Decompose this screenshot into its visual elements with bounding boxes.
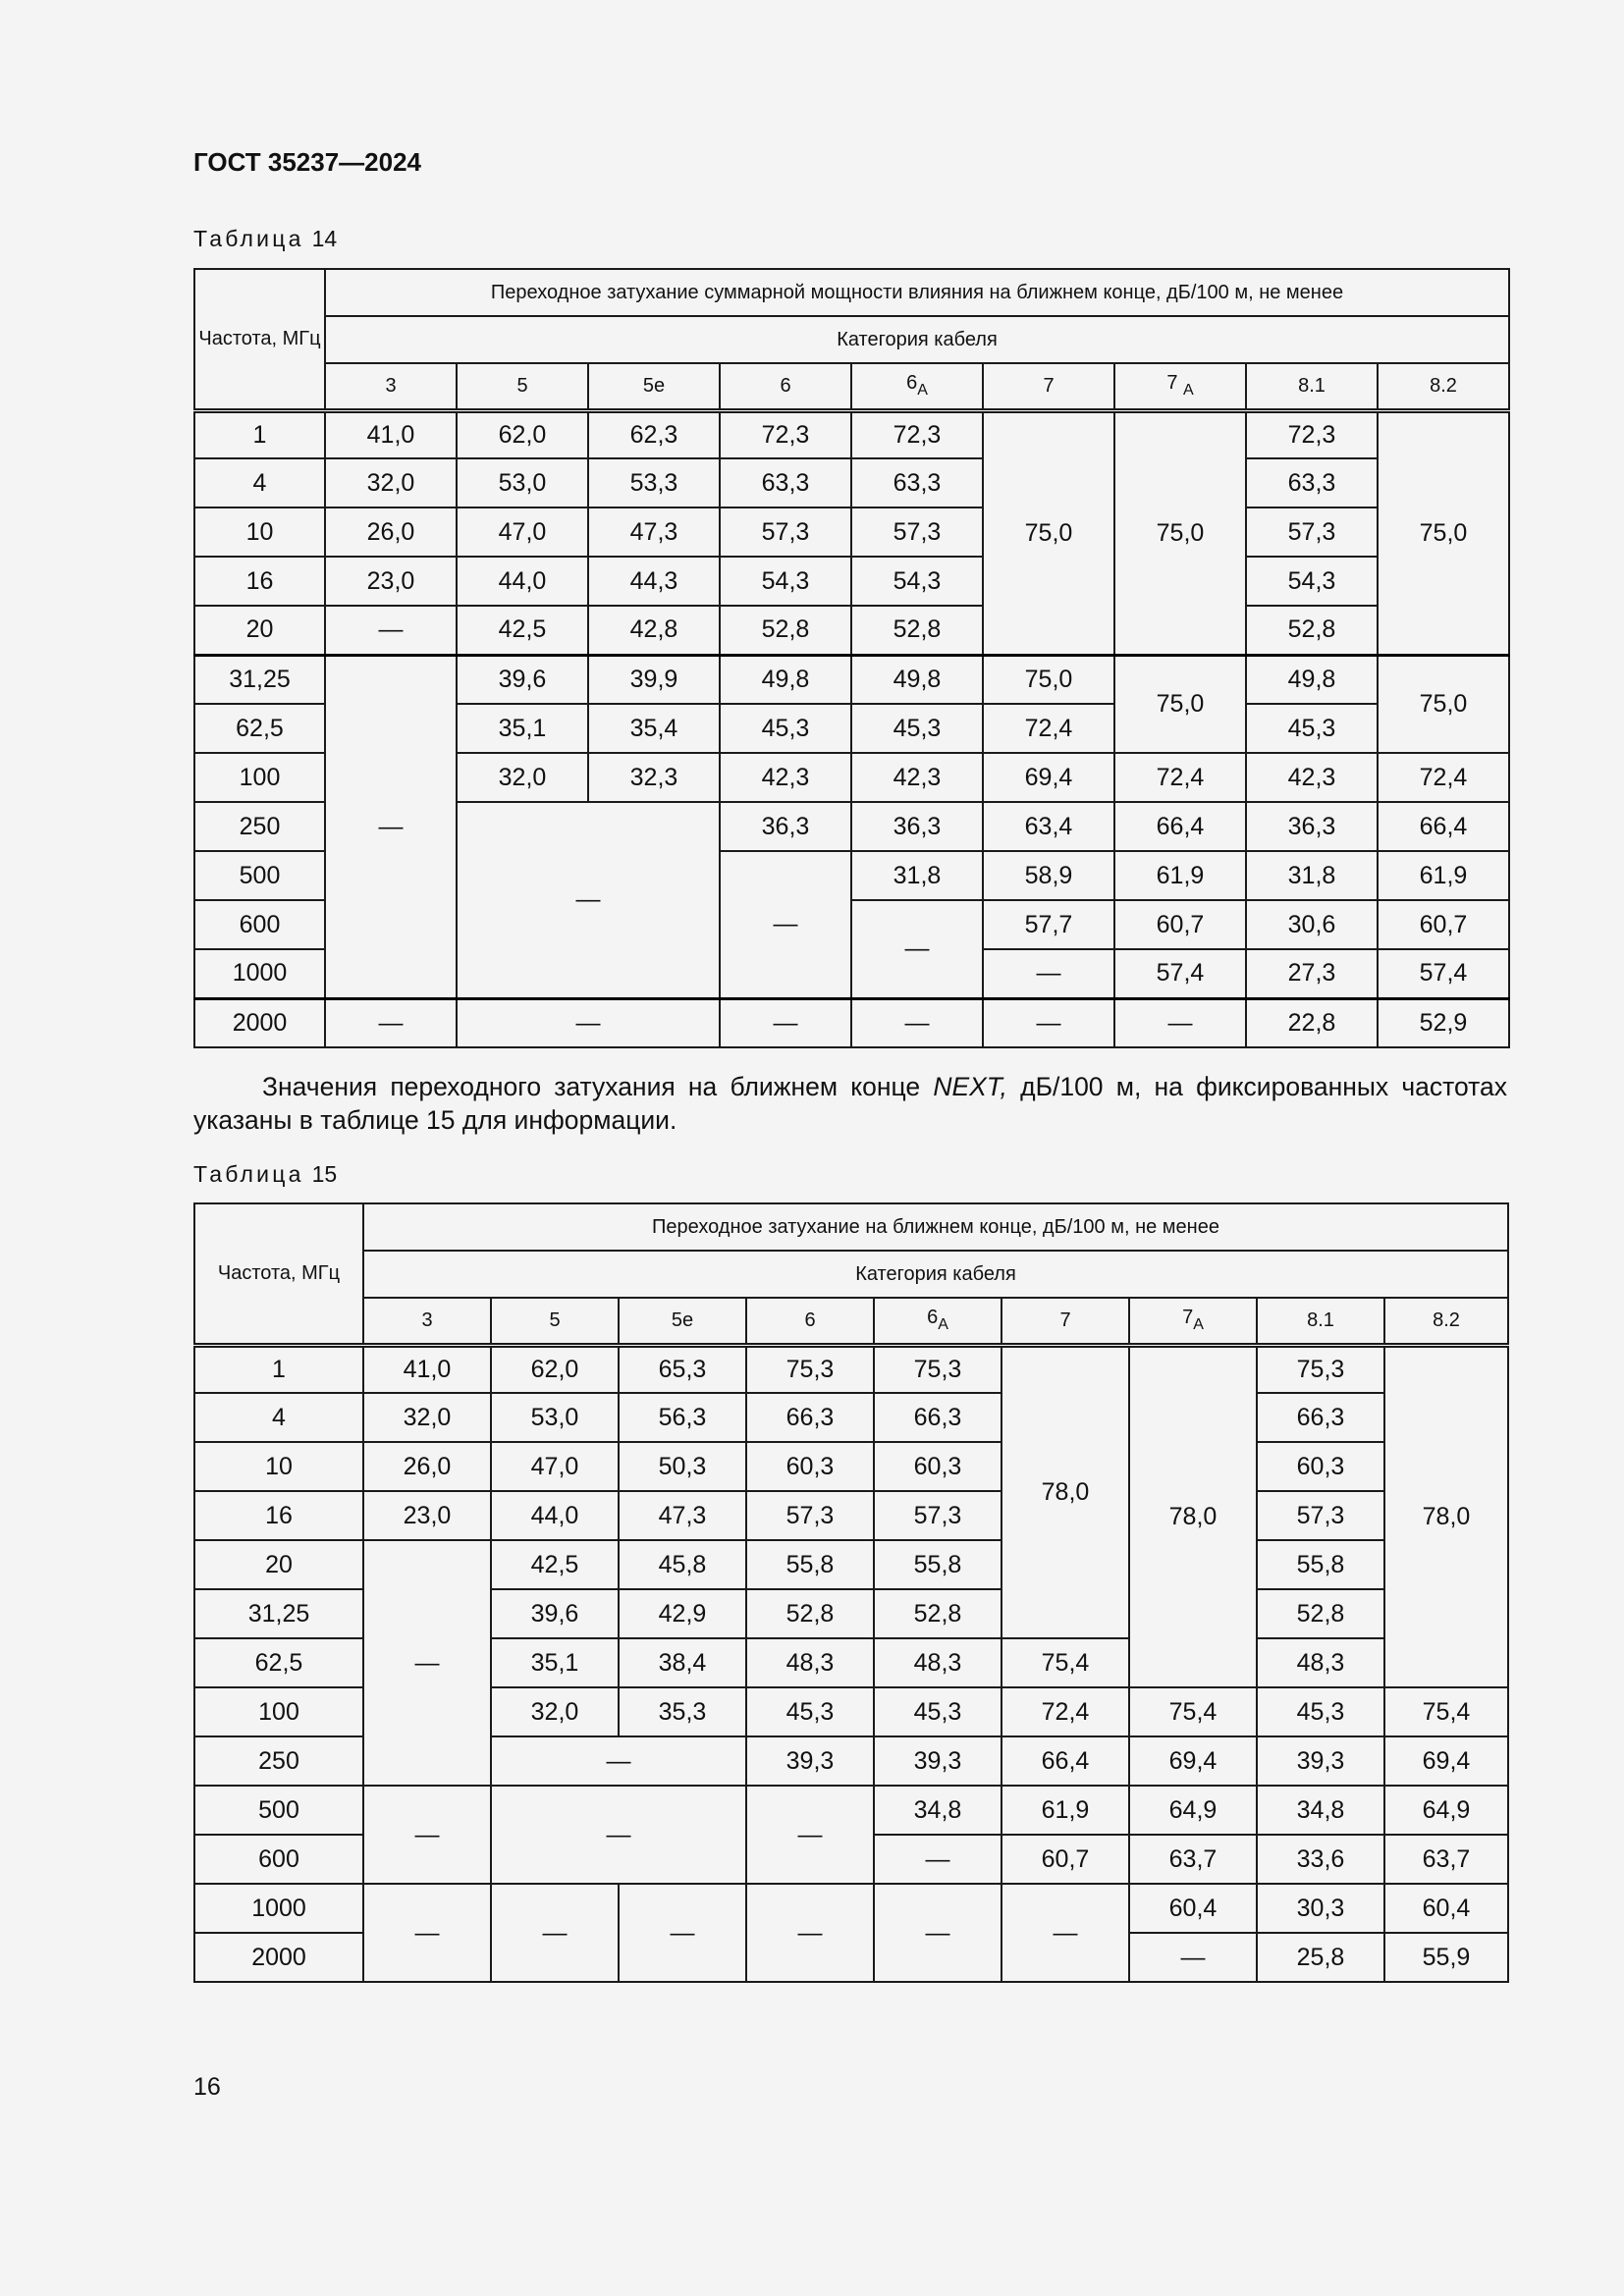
table14-freq-header: Частота, МГц (194, 269, 325, 410)
table-cell: 35,4 (588, 704, 720, 753)
table-cell: 50,3 (619, 1442, 746, 1491)
table-cell: 47,0 (457, 507, 588, 557)
table14-main-header: Переходное затухание суммарной мощности влияния на ближнем конце, дБ/100 м, не менее (325, 269, 1509, 316)
table-cell: 47,0 (491, 1442, 619, 1491)
table-cell: — (746, 1786, 874, 1884)
table14-cat-3: 3 (325, 363, 457, 410)
table-cell: 72,4 (983, 704, 1114, 753)
table-cell: — (1001, 1884, 1129, 1982)
table-cell: — (325, 655, 457, 998)
table-cell: 64,9 (1129, 1786, 1257, 1835)
table15-cat-7a (1129, 1298, 1257, 1345)
table-row (194, 1786, 1508, 1835)
table-cell: 58,9 (983, 851, 1114, 900)
table-cell: 57,3 (874, 1491, 1001, 1540)
table-cell: 42,3 (1246, 753, 1378, 802)
table-cell: 32,0 (363, 1393, 491, 1442)
table15-cat-6: 6 (746, 1298, 874, 1345)
table-cell: 66,4 (1001, 1736, 1129, 1786)
table-cell: 42,8 (588, 606, 720, 655)
table-cell: 48,3 (874, 1638, 1001, 1687)
table-row (194, 1393, 1508, 1442)
table-cell: 78,0 (1001, 1345, 1129, 1638)
table14-cat-7: 7 (983, 363, 1114, 410)
table-cell: 63,7 (1384, 1835, 1508, 1884)
table-cell: — (983, 949, 1114, 998)
table-cell: 57,3 (746, 1491, 874, 1540)
table-cell: — (746, 1884, 874, 1982)
table-cell: 35,1 (491, 1638, 619, 1687)
table15-cat-8-2: 8.2 (1384, 1298, 1508, 1345)
table-cell: 32,0 (457, 753, 588, 802)
table-cell: 44,3 (588, 557, 720, 606)
table-cell: — (874, 1835, 1001, 1884)
table-cell: — (720, 851, 851, 998)
table-cell: 75,0 (1114, 655, 1246, 753)
table-cell: 62,3 (588, 410, 720, 458)
table-cell: 52,9 (1378, 998, 1509, 1047)
table-cell: 75,0 (1378, 655, 1509, 753)
table-cell: 23,0 (325, 557, 457, 606)
table14-caption (193, 226, 337, 252)
table-cell: 42,5 (491, 1540, 619, 1589)
table-cell: 39,3 (746, 1736, 874, 1786)
table-cell: 42,5 (457, 606, 588, 655)
table-cell: — (851, 998, 983, 1047)
table-cell: 57,3 (1257, 1491, 1384, 1540)
table-cell: — (491, 1736, 746, 1786)
table-cell: 52,8 (1246, 606, 1378, 655)
table-cell: 66,4 (1378, 802, 1509, 851)
table-cell: 41,0 (325, 410, 457, 458)
table-cell: 52,8 (1257, 1589, 1384, 1638)
table-cell: 1000 (194, 1884, 363, 1933)
table-cell: 45,3 (1257, 1687, 1384, 1736)
table14-cat-5: 5 (457, 363, 588, 410)
table-cell: 45,3 (874, 1687, 1001, 1736)
table-cell: 78,0 (1384, 1345, 1508, 1687)
table-cell: 10 (194, 1442, 363, 1491)
table-cell: 30,6 (1246, 900, 1378, 949)
table-cell: 33,6 (1257, 1835, 1384, 1884)
table-cell: 56,3 (619, 1393, 746, 1442)
table-cell: 30,3 (1257, 1884, 1384, 1933)
table-cell: — (720, 998, 851, 1047)
table-cell: — (325, 606, 457, 655)
table15-cat-3: 3 (363, 1298, 491, 1345)
table-cell: 31,8 (1246, 851, 1378, 900)
table-cell: 60,3 (746, 1442, 874, 1491)
table-cell: 62,0 (457, 410, 588, 458)
table14-cat-5e: 5е (588, 363, 720, 410)
table-cell: 34,8 (874, 1786, 1001, 1835)
table15 (193, 1202, 1509, 1983)
table-cell: 63,3 (851, 458, 983, 507)
table-cell: 54,3 (1246, 557, 1378, 606)
table-cell: 57,4 (1114, 949, 1246, 998)
table-cell: 54,3 (851, 557, 983, 606)
table14-cat-7a-sub: A (1183, 382, 1194, 400)
table-cell: 64,9 (1384, 1786, 1508, 1835)
table-cell: 4 (194, 458, 325, 507)
table-cell: 47,3 (588, 507, 720, 557)
table-cell: — (874, 1884, 1001, 1982)
table15-caption-number: 15 (311, 1161, 338, 1187)
table-cell: — (325, 998, 457, 1047)
table-cell: 62,0 (491, 1345, 619, 1393)
table-cell: 75,3 (1257, 1345, 1384, 1393)
table-cell: 42,3 (851, 753, 983, 802)
table-cell: 53,0 (457, 458, 588, 507)
table-cell: 75,4 (1001, 1638, 1129, 1687)
table-cell: 49,8 (1246, 655, 1378, 704)
table-cell: 47,3 (619, 1491, 746, 1540)
table-cell: 57,3 (1246, 507, 1378, 557)
table-cell: 75,3 (746, 1345, 874, 1393)
table-cell: 36,3 (1246, 802, 1378, 851)
table-row (194, 1345, 1508, 1393)
table14-cat-6: 6 (720, 363, 851, 410)
table-cell: 75,0 (1114, 410, 1246, 655)
document-header: ГОСТ 35237—2024 (193, 147, 421, 177)
table-cell: 45,3 (1246, 704, 1378, 753)
table-cell: — (619, 1884, 746, 1982)
table14 (193, 268, 1510, 1048)
table-cell: 31,8 (851, 851, 983, 900)
table14-caption-word: Таблица (193, 226, 304, 251)
table-cell: 39,3 (874, 1736, 1001, 1786)
table15-cat-7a-base: 7 (1182, 1307, 1194, 1329)
table-cell: 39,3 (1257, 1736, 1384, 1786)
table-cell: 39,9 (588, 655, 720, 704)
table-cell: 62,5 (194, 704, 325, 753)
table-cell: 26,0 (325, 507, 457, 557)
table-row (194, 507, 1509, 557)
table-cell: — (363, 1884, 491, 1982)
table-cell: 62,5 (194, 1638, 363, 1687)
table-cell: 57,7 (983, 900, 1114, 949)
table-cell: 45,3 (851, 704, 983, 753)
table-cell: 52,8 (720, 606, 851, 655)
table-cell: 63,3 (1246, 458, 1378, 507)
table-cell: 42,3 (720, 753, 851, 802)
table-row (194, 410, 1509, 458)
table-cell: — (851, 900, 983, 998)
table-cell: 60,7 (1378, 900, 1509, 949)
table-cell: 26,0 (363, 1442, 491, 1491)
table-cell: 16 (194, 557, 325, 606)
table-cell: 55,8 (1257, 1540, 1384, 1589)
table-cell: 38,4 (619, 1638, 746, 1687)
table-cell: — (363, 1540, 491, 1786)
table-cell: 52,8 (746, 1589, 874, 1638)
table14-cat-7a (1114, 363, 1246, 410)
table-cell: 69,4 (1129, 1736, 1257, 1786)
table-cell: 75,0 (1378, 410, 1509, 655)
table-cell: 66,4 (1114, 802, 1246, 851)
table-cell: 52,8 (851, 606, 983, 655)
table-cell: 39,6 (491, 1589, 619, 1638)
table-cell: 49,8 (851, 655, 983, 704)
table14-cat-8-2: 8.2 (1378, 363, 1509, 410)
table-cell: 23,0 (363, 1491, 491, 1540)
table-cell: 72,3 (851, 410, 983, 458)
table-cell: — (491, 1884, 619, 1982)
table-cell: 78,0 (1129, 1345, 1257, 1687)
table15-cat-5e: 5е (619, 1298, 746, 1345)
table15-cat-7a-sub: A (1193, 1316, 1204, 1334)
table-cell: 10 (194, 507, 325, 557)
table15-cat-7: 7 (1001, 1298, 1129, 1345)
table-row (194, 458, 1509, 507)
table-cell: 250 (194, 802, 325, 851)
table-cell: 60,4 (1384, 1884, 1508, 1933)
table-cell: 100 (194, 753, 325, 802)
table-cell: 45,8 (619, 1540, 746, 1589)
table-cell: 72,4 (1001, 1687, 1129, 1736)
table-cell: 48,3 (746, 1638, 874, 1687)
table-cell: 53,0 (491, 1393, 619, 1442)
table-cell: 63,3 (720, 458, 851, 507)
table-cell: 75,4 (1129, 1687, 1257, 1736)
table-cell: 55,8 (874, 1540, 1001, 1589)
table-cell: 52,8 (874, 1589, 1001, 1638)
table-cell: 2000 (194, 1933, 363, 1982)
table-cell: 75,0 (983, 410, 1114, 655)
table-cell: 39,6 (457, 655, 588, 704)
info-paragraph (193, 1070, 1507, 1137)
table-cell: 55,9 (1384, 1933, 1508, 1982)
table-cell: 66,3 (874, 1393, 1001, 1442)
paragraph-text-end: дБ/100 м, на фиксированных частотах указаны в таблице 15 для информации. (193, 1072, 1507, 1135)
table-cell: 1 (194, 410, 325, 458)
table15-cat-6a (874, 1298, 1001, 1345)
table15-category-header: Категория кабеля (363, 1251, 1508, 1298)
table-cell: 54,3 (720, 557, 851, 606)
table-cell: 20 (194, 606, 325, 655)
table-cell: — (457, 802, 720, 998)
table-cell: 44,0 (457, 557, 588, 606)
table14-cat-6a-base: 6 (906, 372, 918, 395)
table15-cat-5: 5 (491, 1298, 619, 1345)
table-cell: 60,7 (1114, 900, 1246, 949)
table15-freq-header: Частота, МГц (194, 1203, 363, 1345)
table-cell: 32,0 (491, 1687, 619, 1736)
table-cell: 65,3 (619, 1345, 746, 1393)
table-cell: 27,3 (1246, 949, 1378, 998)
table-cell: 61,9 (1378, 851, 1509, 900)
table15-main-header: Переходное затухание на ближнем конце, дБ/100 м, не менее (363, 1203, 1508, 1251)
table-cell: 60,7 (1001, 1835, 1129, 1884)
table-row (194, 1540, 1508, 1589)
table-row (194, 1491, 1508, 1540)
table-cell: 72,4 (1378, 753, 1509, 802)
table-cell: 61,9 (1001, 1786, 1129, 1835)
table-row (194, 1442, 1508, 1491)
table-cell: 25,8 (1257, 1933, 1384, 1982)
table-cell: 45,3 (720, 704, 851, 753)
table15-caption (193, 1161, 337, 1188)
table-cell: 75,3 (874, 1345, 1001, 1393)
table-cell: 75,0 (983, 655, 1114, 704)
table-cell: 22,8 (1246, 998, 1378, 1047)
table-cell: 35,3 (619, 1687, 746, 1736)
table-cell: 250 (194, 1736, 363, 1786)
table-cell: 72,3 (1246, 410, 1378, 458)
table-cell: 66,3 (1257, 1393, 1384, 1442)
table-cell: — (1114, 998, 1246, 1047)
table-cell: 72,4 (1114, 753, 1246, 802)
table-cell: 1 (194, 1345, 363, 1393)
table-cell: 63,7 (1129, 1835, 1257, 1884)
table-cell: 69,4 (983, 753, 1114, 802)
table-cell: 60,3 (874, 1442, 1001, 1491)
table14-cat-6a (851, 363, 983, 410)
table-cell: 36,3 (720, 802, 851, 851)
table-cell: 66,3 (746, 1393, 874, 1442)
table-cell: — (983, 998, 1114, 1047)
table-cell: 57,3 (851, 507, 983, 557)
table-cell: 48,3 (1257, 1638, 1384, 1687)
table-cell: — (491, 1786, 746, 1884)
table-cell: 500 (194, 851, 325, 900)
table-cell: 72,3 (720, 410, 851, 458)
table-cell: 36,3 (851, 802, 983, 851)
table-cell: 44,0 (491, 1491, 619, 1540)
table-cell: 75,4 (1384, 1687, 1508, 1736)
table14-caption-number: 14 (311, 226, 338, 251)
table15-caption-word: Таблица (193, 1161, 304, 1187)
paragraph-next-term: NEXT, (933, 1072, 1007, 1101)
table15-cat-8-1: 8.1 (1257, 1298, 1384, 1345)
table-cell: 600 (194, 900, 325, 949)
table-cell: 63,4 (983, 802, 1114, 851)
table15-cat-6a-sub: A (938, 1316, 948, 1334)
table-row (194, 655, 1509, 704)
table-cell: 16 (194, 1491, 363, 1540)
table-cell: 41,0 (363, 1345, 491, 1393)
table-cell: — (1129, 1933, 1257, 1982)
table-cell: — (457, 998, 720, 1047)
table-cell: 69,4 (1384, 1736, 1508, 1786)
table-row (194, 1884, 1508, 1933)
table-cell: 31,25 (194, 655, 325, 704)
table-cell: — (363, 1786, 491, 1884)
table-cell: 42,9 (619, 1589, 746, 1638)
table-row (194, 557, 1509, 606)
table-cell: 500 (194, 1786, 363, 1835)
table14-cat-6a-sub: A (917, 382, 928, 400)
table-cell: 55,8 (746, 1540, 874, 1589)
table-cell: 45,3 (746, 1687, 874, 1736)
paragraph-text-start: Значения переходного затухания на ближнем конце (262, 1072, 934, 1101)
table14-category-header: Категория кабеля (325, 316, 1509, 363)
table-cell: 57,4 (1378, 949, 1509, 998)
table-row (194, 606, 1509, 655)
table-cell: 32,0 (325, 458, 457, 507)
table-cell: 61,9 (1114, 851, 1246, 900)
table-cell: 60,3 (1257, 1442, 1384, 1491)
table14-cat-7a-base: 7 (1166, 372, 1178, 395)
table-cell: 34,8 (1257, 1786, 1384, 1835)
table-cell: 20 (194, 1540, 363, 1589)
table-cell: 32,3 (588, 753, 720, 802)
page-number: 16 (193, 2073, 221, 2101)
table-cell: 31,25 (194, 1589, 363, 1638)
table-cell: 57,3 (720, 507, 851, 557)
table-row (194, 998, 1509, 1047)
table-cell: 1000 (194, 949, 325, 998)
table-cell: 4 (194, 1393, 363, 1442)
table15-cat-6a-base: 6 (927, 1307, 939, 1329)
table-cell: 600 (194, 1835, 363, 1884)
table-cell: 2000 (194, 998, 325, 1047)
table-cell: 49,8 (720, 655, 851, 704)
table-cell: 35,1 (457, 704, 588, 753)
table-cell: 60,4 (1129, 1884, 1257, 1933)
table14-cat-8-1: 8.1 (1246, 363, 1378, 410)
table-cell: 100 (194, 1687, 363, 1736)
table-cell: 53,3 (588, 458, 720, 507)
